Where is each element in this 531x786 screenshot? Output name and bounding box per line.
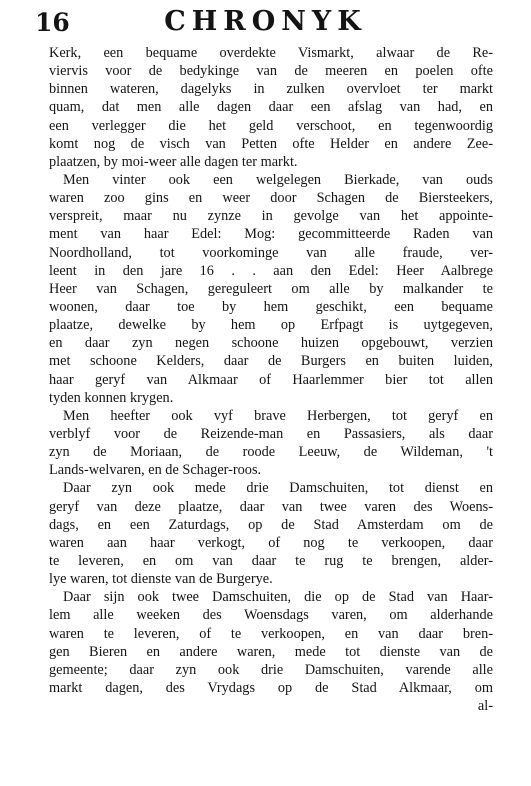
text-line: waren te leveren, of te verkoopen, en van daar bren-	[49, 625, 493, 642]
text-line: geryf van deze plaatze, daar van twee varen des Woens-	[49, 498, 493, 515]
text-line: lye waren, tot dienste van de Burgerye.	[49, 571, 273, 588]
text-line: te leveren, en om van daar te rug te brengen, alder-	[49, 552, 493, 569]
page-header	[0, 6, 531, 42]
text-line: Heer van Schagen, gereguleert om alle by malkander te	[49, 280, 493, 297]
text-line: met schoone Kelders, daar de Burgers en buiten luiden,	[49, 353, 493, 370]
text-line: een verlegger die het geld verschoot, en tegenwoordig	[49, 117, 493, 134]
text-line: Daar zyn ook mede drie Damschuiten, tot dienst en	[63, 480, 493, 497]
text-line: ment van haar Edel: Mog: gecommitteerde Raden van	[49, 226, 493, 243]
text-line: Daar sijn ook twee Damschuiten, die op de Stad van Haar-	[63, 589, 493, 606]
text-line: waren aan haar verkogt, of nog te verkoopen, daar	[49, 534, 493, 551]
body-text	[49, 44, 493, 715]
text-line: zyn de Moriaan, de roode Leeuw, de Wildeman, 't	[49, 444, 493, 461]
text-line: komt nog de visch van Petten ofte Helder en andere Zee-	[49, 135, 493, 152]
text-line: woonen, daar toe by hem geschikt, een bequame	[49, 298, 493, 315]
text-line: Men heefter ook vyf brave Herbergen, tot geryf en	[63, 407, 493, 424]
text-line: binnen wateren, dagelyks in zulken overvloet ter markt	[49, 81, 493, 98]
text-line: Kerk, een bequame overdekte Vismarkt, alwaar de Re-	[49, 45, 493, 61]
text-line: lem alle weeken des Woensdags varen, om alderhande	[49, 607, 493, 624]
text-line: Men vinter ook een welgelegen Bierkade, van ouds	[63, 171, 493, 188]
text-line: viervis voor de bedykinge van de meeren en poelen ofte	[49, 63, 493, 80]
text-line: leent in den jare 16 . . aan den Edel: Heer Aalbrege	[49, 262, 493, 279]
running-title: CHRONYK	[164, 6, 367, 37]
text-line: waren zoo gins en weer door Schagen de Biersteekers,	[49, 190, 493, 207]
text-line: Noordholland, tot voorkominge van alle fraude, ver-	[49, 244, 493, 261]
text-line: gemeente; daar zyn ook drie Damschuiten, varende alle	[49, 661, 493, 678]
text-line: haar geryf van Alkmaar of Haarlemmer bier tot allen	[49, 371, 493, 388]
text-line: tyden konnen krygen.	[49, 389, 174, 406]
text-line: plaatze, dewelke by hem op Erfpagt is uytgegeven,	[49, 317, 493, 334]
text-line: verspreit, maar nu zynze in gevolge van het appointe-	[49, 208, 493, 225]
catchword: al-	[477, 698, 493, 715]
text-line: markt dagen, des Vrydags op de Stad Alkmaar, om	[49, 679, 493, 696]
page-number: 16	[35, 8, 70, 37]
text-line: Lands-welvaren, en de Schager-roos.	[49, 462, 262, 479]
text-line: verblyf voor de Reizende-man en Passasiers, als daar	[49, 425, 493, 442]
text-line: gen Bieren en andere waren, mede tot dienste van de	[49, 643, 493, 660]
text-line: dags, en een Zaturdags, op de Stad Amsterdam om de	[49, 516, 493, 533]
text-line: en daar zyn negen schoone huizen opgebouwt, verzien	[49, 335, 493, 352]
text-line: plaatzen, by moi-weer alle dagen ter markt.	[49, 153, 298, 170]
text-line: quam, dat men alle dagen daar een afslag van had, en	[49, 99, 493, 116]
